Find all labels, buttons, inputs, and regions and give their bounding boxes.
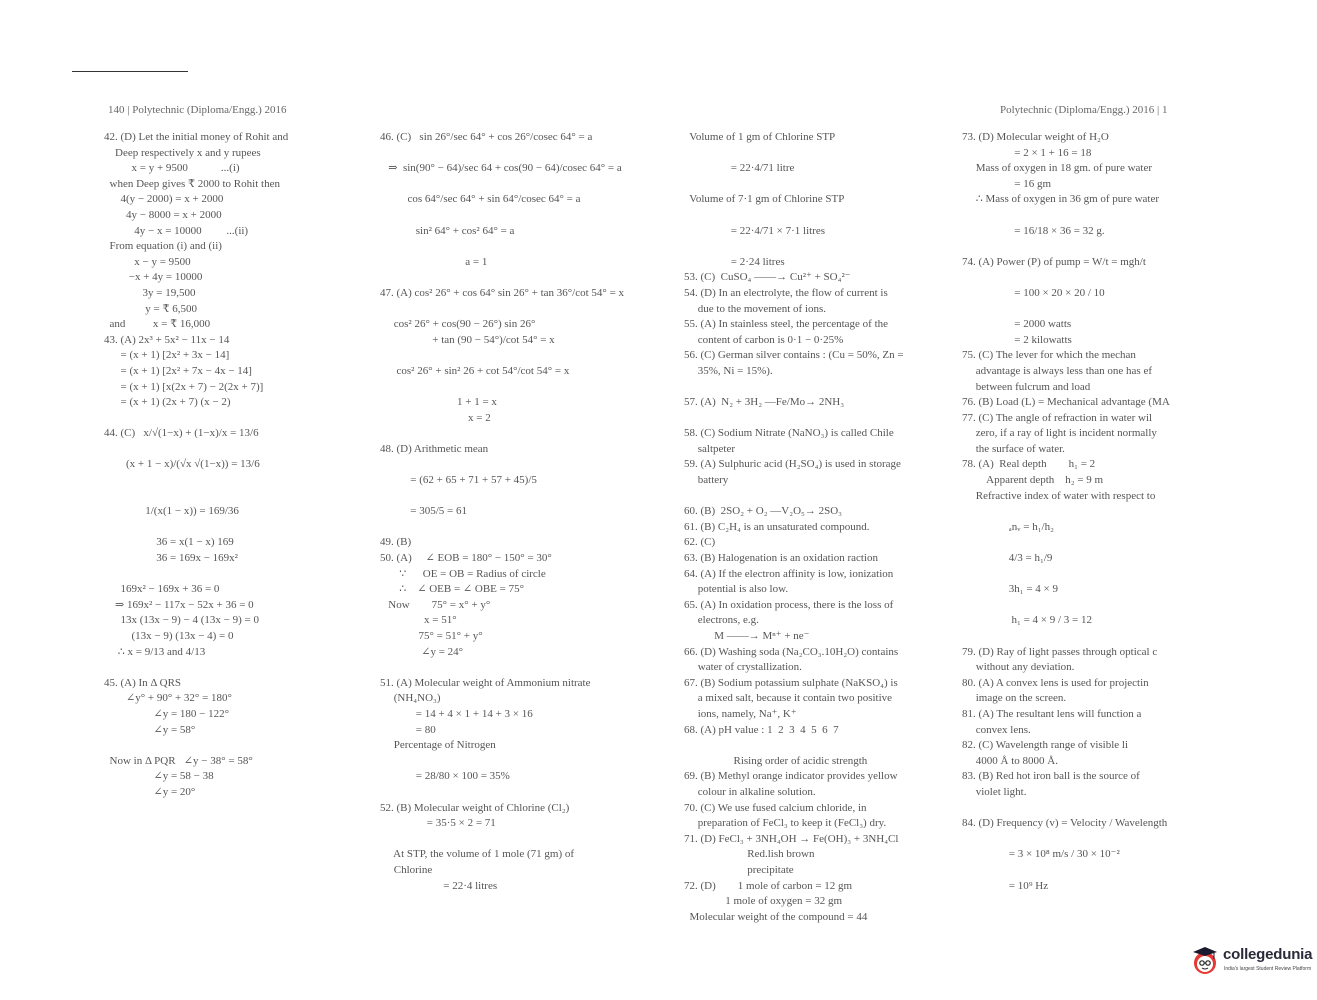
answer-line: Volume of 7·1 gm of Chlorine STP <box>684 193 845 206</box>
answer-line: M ——→ Mⁿ⁺ + ne⁻ <box>684 630 810 642</box>
answer-line <box>380 426 680 442</box>
answer-line: ∠y = 20° <box>104 785 196 798</box>
answer-line: Red.lish brown <box>684 848 815 861</box>
answer-line: zero, if a ray of light is incident normally <box>962 427 1157 440</box>
answer-line: 36 = x(1 − x) 169 <box>104 536 234 549</box>
answer-line: 56. (C) German silver contains : (Cu = 50%, Zn = <box>684 349 904 362</box>
answer-line: 76. (B) Load (L) = Mechanical advantage (MA <box>962 396 1170 409</box>
answer-line: 36 = 169x − 169x² <box>104 552 238 565</box>
answer-line <box>380 146 680 162</box>
answer-line: + tan (90 − 54°)/cot 54° = x <box>380 333 555 346</box>
answer-line: = 100 × 20 × 20 / 10 <box>962 286 1105 299</box>
answer-line: Chlorine <box>380 863 433 876</box>
answer-line: 4y − 8000 = x + 2000 <box>104 208 222 221</box>
answer-line: ∠y° + 90° + 32° = 180° <box>104 692 232 705</box>
answer-line: 62. (C) <box>684 536 716 549</box>
answer-line <box>380 270 680 286</box>
answer-line: x − y = 9500 <box>104 255 191 268</box>
answer-line <box>104 738 374 754</box>
answer-line: 68. (A) pH value : 1 2 3 4 5 6 7 <box>684 723 839 736</box>
answer-line: 1/(x(1 − x)) = 169/36 <box>104 505 239 518</box>
answer-line: 75° = 51° + y° <box>380 630 483 642</box>
answer-line: Mass of oxygen in 18 gm. of pure water <box>962 162 1153 175</box>
answer-line: 44. (C) x/√(1−x) + (1−x)/x = 13/6 <box>104 427 259 440</box>
answer-line: saltpeter <box>684 442 736 455</box>
answer-line: Refractive index of water with respect to <box>962 489 1156 502</box>
answer-line: the surface of water. <box>962 442 1065 455</box>
answer-line: 63. (B) Halogenation is an oxidation raction <box>684 552 878 565</box>
answer-line: = 22·4/71 litre <box>684 162 795 175</box>
answer-line: 75. (C) The lever for which the mechan <box>962 349 1136 362</box>
answer-line <box>104 660 374 676</box>
answer-line <box>380 489 680 505</box>
answer-line: 80. (A) A convex lens is used for projectin <box>962 676 1149 689</box>
answer-line <box>380 457 680 473</box>
answer-line <box>962 535 1212 551</box>
answer-line <box>962 208 1212 224</box>
answer-line: 72. (D) 1 mole of carbon = 12 gm <box>684 879 853 892</box>
answer-line <box>380 302 680 318</box>
answer-line: (NH₄NO₃) <box>380 692 441 705</box>
answer-line: a = 1 <box>380 255 488 268</box>
answer-line: Molecular weight of the compound = 44 <box>684 910 868 923</box>
answer-line <box>962 801 1212 817</box>
collegedunia-logo[interactable] <box>1190 944 1313 980</box>
answer-line: 49. (B) <box>380 536 412 549</box>
answer-line: = (62 + 65 + 71 + 57 + 45)/5 <box>380 474 537 487</box>
answer-line: ∴ Mass of oxygen in 36 gm of pure water <box>962 193 1160 206</box>
answer-line: 67. (B) Sodium potassium sulphate (NaKSO₄) is <box>684 676 898 689</box>
answer-line: = 14 + 4 × 1 + 14 + 3 × 16 <box>380 707 533 720</box>
answer-line: = 28/80 × 100 = 35% <box>380 770 510 783</box>
answer-line: between fulcrum and load <box>962 380 1091 393</box>
answer-line: ∠y = 180 − 122° <box>104 707 230 720</box>
answer-line: ₐnᵥ = h₁/h₂ <box>962 520 1054 533</box>
answer-line <box>380 754 680 770</box>
answer-line: = 16 gm <box>962 177 1052 190</box>
answer-line: colour in alkaline solution. <box>684 785 816 798</box>
answer-line: battery <box>684 474 729 487</box>
answer-line <box>380 208 680 224</box>
answer-line: = 16/18 × 36 = 32 g. <box>962 224 1105 237</box>
answer-line <box>962 239 1212 255</box>
answer-line: 60. (B) 2SO₂ + O₂ —V₂O₅→ 2SO₃ <box>684 505 842 518</box>
answer-line: 45. (A) In Δ QRS <box>104 676 182 689</box>
answer-line <box>962 863 1212 879</box>
answer-line: preparation of FeCl₃ to keep it (FeCl₃) dry. <box>684 817 887 830</box>
answer-line <box>684 177 962 193</box>
answer-line: Apparent depth h₂ = 9 m <box>962 474 1104 487</box>
answer-line: ∴ x = 9/13 and 4/13 <box>104 645 206 658</box>
answer-line: = 3 × 10⁸ m/s / 30 × 10⁻² <box>962 848 1120 861</box>
answer-line: Volume of 1 gm of Chlorine STP <box>684 131 836 143</box>
answer-line <box>380 520 680 536</box>
answer-line: cos² 26° + sin² 26 + cot 54°/cot 54° = x <box>380 364 570 377</box>
answer-line <box>104 520 374 536</box>
answer-line <box>104 567 374 583</box>
answer-line: ∠y = 24° <box>380 645 464 658</box>
answer-line: 78. (A) Real depth h₁ = 2 <box>962 458 1096 471</box>
top-rule <box>72 71 188 72</box>
answer-line: 64. (A) If the electron affinity is low, ionization <box>684 567 894 580</box>
answer-line: x = 51° <box>380 614 457 627</box>
answer-line: 4y − x = 10000 ...(ii) <box>104 224 249 237</box>
logo-tagline: India's largest Student Review Platform <box>1224 966 1312 972</box>
answer-line: 79. (D) Ray of light passes through optical c <box>962 645 1158 658</box>
answer-line: = 35·5 × 2 = 71 <box>380 817 496 830</box>
page-header-left: 140 | Polytechnic (Diploma/Engg.) 2016 <box>108 104 287 116</box>
answer-line: ∴ ∠ OEB = ∠ OBE = 75° <box>380 583 524 596</box>
answer-line <box>962 567 1212 583</box>
answer-line: Deep respectively x and y rupees <box>104 146 261 159</box>
answer-line: violet light. <box>962 785 1027 798</box>
answer-line <box>104 489 374 505</box>
answer-line: = 2 × 1 + 16 = 18 <box>962 146 1092 159</box>
answer-line <box>104 473 374 489</box>
answer-line <box>380 348 680 364</box>
answer-line: = 305/5 = 61 <box>380 505 467 518</box>
answer-line: = 22·4 litres <box>380 879 498 892</box>
answer-line <box>962 504 1212 520</box>
answer-line: (x + 1 − x)/(√x √(1−x)) = 13/6 <box>104 458 260 471</box>
answer-line: 42. (D) Let the initial money of Rohit and <box>104 131 289 143</box>
answer-line <box>962 270 1212 286</box>
answer-line: 43. (A) 2x³ + 5x² − 11x − 14 <box>104 333 230 346</box>
answer-line: when Deep gives ₹ 2000 to Rohit then <box>104 177 280 190</box>
answer-line: 57. (A) N₂ + 3H₂ —Fe/Mo→ 2NH₃ <box>684 396 845 409</box>
page-header-right: Polytechnic (Diploma/Engg.) 2016 | 1 <box>1000 104 1168 116</box>
answer-line: 3y = 19,500 <box>104 286 196 299</box>
answer-line: advantage is always less than one has ef <box>962 364 1152 377</box>
answer-line: At STP, the volume of 1 mole (71 gm) of <box>380 848 575 861</box>
answer-line: 51. (A) Molecular weight of Ammonium nitrate <box>380 676 591 689</box>
answer-line <box>104 442 374 458</box>
answer-line <box>380 177 680 193</box>
answer-line: Rising order of acidic strength <box>684 754 868 767</box>
answer-line: 82. (C) Wavelength range of visible li <box>962 739 1129 752</box>
answer-line <box>380 832 680 848</box>
answer-line: From equation (i) and (ii) <box>104 240 222 253</box>
answer-line: ions, namely, Na⁺, K⁺ <box>684 707 797 720</box>
answer-line: water of crystallization. <box>684 661 802 674</box>
answer-line <box>380 380 680 396</box>
answer-line: 54. (D) In an electrolyte, the flow of current is <box>684 286 888 299</box>
answer-line: = 80 <box>380 723 436 736</box>
logo-wordmark: collegedunia <box>1223 946 1313 963</box>
answer-line: = 10⁹ Hz <box>962 879 1049 892</box>
answer-line: 47. (A) cos² 26° + cos 64° sin 26° + tan 36°/cot 54° = x <box>380 286 625 299</box>
answer-line: 74. (A) Power (P) of pump = W/t = mgh/t <box>962 255 1146 268</box>
answer-line: ⇒ 169x² − 117x − 52x + 36 = 0 <box>104 598 254 611</box>
answer-line: = 2000 watts <box>962 318 1072 331</box>
answer-line: and x = ₹ 16,000 <box>104 318 211 331</box>
answer-line: sin² 64° + cos² 64° = a <box>380 224 515 237</box>
answer-line: 4000 Å to 8000 Å. <box>962 754 1058 767</box>
answer-line: 55. (A) In stainless steel, the percentage of the <box>684 318 889 331</box>
answer-column-3 <box>684 130 962 925</box>
answer-column-1 <box>104 130 374 801</box>
answer-line: 4/3 = h₁/9 <box>962 552 1053 565</box>
answer-line: 13x (13x − 9) − 4 (13x − 9) = 0 <box>104 614 259 627</box>
answer-line <box>684 738 962 754</box>
answer-line: 66. (D) Washing soda (Na₂CO₃.10H₂O) contains <box>684 645 899 658</box>
answer-line: 61. (B) C₂H₄ is an unsaturated compound. <box>684 520 870 533</box>
answer-line: Percentage of Nitrogen <box>380 739 496 752</box>
answer-line: −x + 4y = 10000 <box>104 271 203 284</box>
answer-line: ∵ OE = OB = Radius of circle <box>380 567 546 580</box>
answer-line: h₁ = 4 × 9 / 3 = 12 <box>962 614 1093 627</box>
answer-line: 52. (B) Molecular weight of Chlorine (Cl₂) <box>380 801 570 814</box>
answer-line: 84. (D) Frequency (v) = Velocity / Wavelength <box>962 817 1168 830</box>
answer-line: electrons, e.g. <box>684 614 759 627</box>
answer-line <box>380 660 680 676</box>
answer-line: = 22·4/71 × 7·1 litres <box>684 224 826 237</box>
answer-line: image on the screen. <box>962 692 1067 705</box>
answer-line: a mixed salt, because it contain two positive <box>684 692 893 705</box>
answer-line: Now in Δ PQR ∠y − 38° = 58° <box>104 754 253 767</box>
answer-line: ⇒ sin(90° − 64)/sec 64 + cos(90 − 64)/cosec 64° = a <box>380 162 622 175</box>
answer-line: 73. (D) Molecular weight of H₂O <box>962 131 1109 143</box>
answer-line: 77. (C) The angle of refraction in water wil <box>962 411 1153 424</box>
answer-line <box>962 832 1212 848</box>
answer-line: 4(y − 2000) = x + 2000 <box>104 193 224 206</box>
answer-line <box>962 629 1212 645</box>
answer-line: 48. (D) Arithmetic mean <box>380 442 489 455</box>
answer-line: y = ₹ 6,500 <box>104 302 197 315</box>
answer-line: 71. (D) FeCl₃ + 3NH₄OH → Fe(OH)₃ + 3NH₄Cl <box>684 832 899 845</box>
answer-line: potential is also low. <box>684 583 789 596</box>
answer-line <box>962 302 1212 318</box>
answer-line: ∠y = 58 − 38 <box>104 770 214 783</box>
mascot-icon <box>1190 944 1224 978</box>
answer-line <box>380 785 680 801</box>
answer-line: 69. (B) Methyl orange indicator provides yellow <box>684 770 898 783</box>
answer-line: x = y + 9500 ...(i) <box>104 162 240 175</box>
answer-line: = (x + 1) [x(2x + 7) − 2(2x + 7)] <box>104 380 264 393</box>
answer-line: cos² 26° + cos(90 − 26°) sin 26° <box>380 318 536 331</box>
answer-line <box>684 489 962 505</box>
answer-line: = (x + 1) (2x + 7) (x − 2) <box>104 396 231 409</box>
answer-line <box>104 411 374 427</box>
answer-line: (13x − 9) (13x − 4) = 0 <box>104 630 234 642</box>
answer-line: ∠y = 58° <box>104 723 196 736</box>
answer-line <box>380 239 680 255</box>
answer-line: 70. (C) We use fused calcium chloride, in <box>684 801 867 814</box>
answer-line: = (x + 1) [2x² + 7x − 4x − 14] <box>104 364 252 377</box>
answer-line: = (x + 1) [2x² + 3x − 14] <box>104 349 230 362</box>
answer-line <box>684 239 962 255</box>
answer-line: 53. (C) CuSO₄ ——→ Cu²⁺ + SO₄²⁻ <box>684 271 851 284</box>
answer-line: content of carbon is 0·1 − 0·25% <box>684 333 844 346</box>
answer-line: 83. (B) Red hot iron ball is the source of <box>962 770 1140 783</box>
answer-line: cos 64°/sec 64° + sin 64°/cosec 64° = a <box>380 193 581 206</box>
answer-column-4 <box>962 130 1212 894</box>
answer-line: x = 2 <box>380 411 491 424</box>
answer-line: 169x² − 169x + 36 = 0 <box>104 583 220 596</box>
answer-line: convex lens. <box>962 723 1031 736</box>
answer-line: 46. (C) sin 26°/sec 64° + cos 26°/cosec 64° = a <box>380 131 593 143</box>
answer-line: 81. (A) The resultant lens will function a <box>962 707 1142 720</box>
answer-line: without any deviation. <box>962 661 1075 674</box>
answer-line <box>684 411 962 427</box>
answer-line: 1 mole of oxygen = 32 gm <box>684 895 843 908</box>
answer-line: = 2·24 litres <box>684 255 785 268</box>
answer-line: 3h₁ = 4 × 9 <box>962 583 1058 596</box>
answer-line: due to the movement of ions. <box>684 302 827 315</box>
answer-line <box>962 598 1212 614</box>
answer-line <box>684 146 962 162</box>
answer-line: 1 + 1 = x <box>380 396 497 409</box>
answer-line: 65. (A) In oxidation process, there is the loss of <box>684 598 894 611</box>
answer-line: 35%, Ni = 15%). <box>684 364 773 377</box>
answer-line: Now 75° = x° + y° <box>380 598 491 611</box>
answer-column-2 <box>380 130 680 894</box>
answer-line: 58. (C) Sodium Nitrate (NaNO₃) is called Chile <box>684 427 894 440</box>
answer-line: precipitate <box>684 863 794 876</box>
answer-line <box>684 208 962 224</box>
answer-line: 50. (A) ∠ EOB = 180° − 150° = 30° <box>380 552 552 565</box>
answer-line: 59. (A) Sulphuric acid (H₂SO₄) is used in storage <box>684 458 901 471</box>
answer-line: = 2 kilowatts <box>962 333 1072 346</box>
answer-line <box>684 380 962 396</box>
